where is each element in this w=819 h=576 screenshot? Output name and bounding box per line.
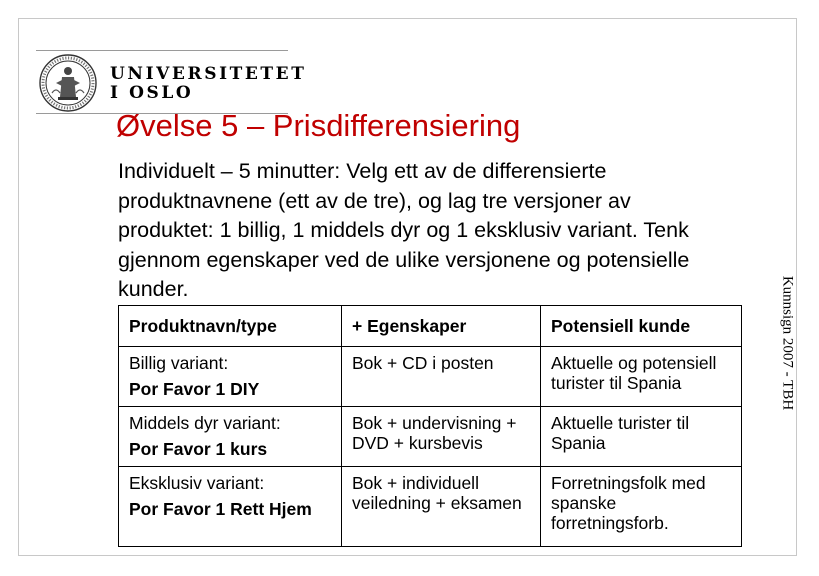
table-header-row	[119, 306, 742, 347]
cell-features: Bok + undervisning + DVD + kursbevis	[342, 407, 541, 467]
header-product-type: Produktnavn/type	[119, 306, 342, 347]
header-features: + Egenskaper	[342, 306, 541, 347]
slide-title: Øvelse 5 – Prisdifferensiering	[116, 108, 521, 143]
table-row	[119, 407, 742, 467]
slide-body-text: Individuelt – 5 minutter: Velg ett av de differensierte produktnavnene (ett av de tre), og lag tre versjoner av produktet: 1 billig, 1 middels dyr og 1 eksklusiv variant. Tenk gjennom egenskaper ved de ulike versjonene og potensielle kunder.	[118, 159, 690, 302]
logo-line1: UNIVERSITETET	[110, 64, 307, 84]
university-logo	[36, 50, 307, 114]
exercise-table	[118, 305, 742, 547]
logo-top-rule	[36, 50, 288, 51]
table-row	[119, 467, 742, 547]
cell-product-type	[119, 347, 342, 407]
cell-product-type	[119, 407, 342, 467]
variant-label: Middels dyr variant:	[129, 413, 281, 433]
cell-features: Bok + CD i posten	[342, 347, 541, 407]
header-potential-customer: Potensiell kunde	[541, 306, 742, 347]
side-label-text: Kunnsign 2007 - TBH	[779, 275, 796, 411]
cell-features: Bok + individuell veiledning + eksamen	[342, 467, 541, 547]
cell-customer: Forretningsfolk med spanske forretningsforb.	[541, 467, 742, 547]
product-name: Por Favor 1 DIY	[129, 379, 260, 399]
side-label	[773, 258, 801, 428]
product-name: Por Favor 1 kurs	[129, 439, 268, 459]
variant-label: Billig variant:	[129, 353, 229, 373]
variant-label: Eksklusiv variant:	[129, 473, 265, 493]
cell-customer: Aktuelle og potensiell turister til Spania	[541, 347, 742, 407]
cell-customer: Aktuelle turister til Spania	[541, 407, 742, 467]
table-row	[119, 347, 742, 407]
logo-line2: I OSLO	[110, 83, 194, 103]
product-name: Por Favor 1 Rett Hjem	[129, 499, 312, 519]
university-seal-icon	[38, 53, 98, 113]
cell-product-type	[119, 467, 342, 547]
